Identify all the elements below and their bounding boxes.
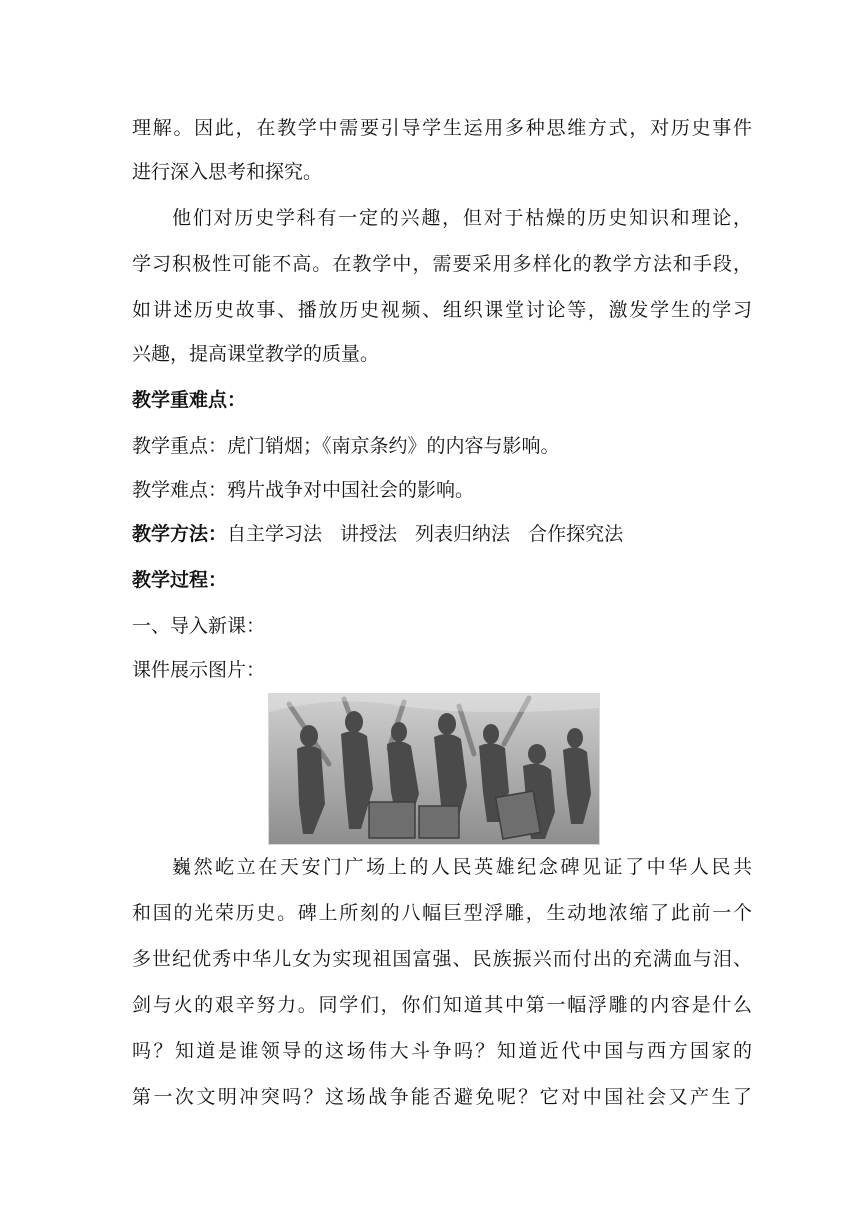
- relief-sculpture-image: [268, 693, 600, 845]
- key-point-text: 教学重点：虎门销烟；《南京条约》的内容与影响。: [132, 435, 560, 457]
- process-step-1: 一、导入新课：: [132, 615, 266, 637]
- paragraph-line: 第一次文明冲突吗？这场战争能否避免呢？它对中国社会又产生了: [132, 1086, 752, 1108]
- paragraph-line: 进行深入思考和探究。: [132, 161, 323, 183]
- method-item: 合作探究法: [528, 523, 624, 545]
- method-item: 自主学习法: [227, 523, 323, 545]
- paragraph-line: 巍然屹立在天安门广场上的人民英雄纪念碑见证了中华人民共: [172, 856, 752, 878]
- paragraph-line: 和国的光荣历史。碑上所刻的八幅巨型浮雕，生动地浓缩了此前一个: [132, 902, 752, 924]
- process-heading: 教学过程：: [132, 569, 228, 591]
- methods-heading: 教学方法：: [132, 523, 228, 545]
- paragraph-line: 学习积极性可能不高。在教学中，需要采用多样化的教学方法和手段，: [132, 253, 752, 275]
- paragraph-line: 剑与火的艰辛努力。同学们，你们知道其中第一幅浮雕的内容是什么: [132, 994, 752, 1016]
- paragraph-line: 吗？知道是谁领导的这场伟大斗争吗？知道近代中国与西方国家的: [132, 1040, 752, 1062]
- paragraph-line: 多世纪优秀中华儿女为实现祖国富强、民族振兴而付出的充满血与泪、: [132, 948, 752, 970]
- key-points-heading: 教学重难点：: [132, 389, 247, 411]
- difficult-point-text: 教学难点：鸦片战争对中国社会的影响。: [132, 479, 475, 501]
- paragraph-line: 如讲述历史故事、播放历史视频、组织课堂讨论等，激发学生的学习: [132, 299, 752, 321]
- teaching-methods: [132, 522, 752, 546]
- courseware-caption: 课件展示图片：: [132, 659, 266, 681]
- method-item: 讲授法: [340, 523, 398, 545]
- paragraph-line: 他们对历史学科有一定的兴趣，但对于枯燥的历史知识和理论，: [172, 207, 752, 229]
- method-item: 列表归纳法: [415, 523, 511, 545]
- paragraph-line: 理解。因此，在教学中需要引导学生运用多种思维方式，对历史事件: [132, 117, 752, 139]
- paragraph-line: 兴趣，提高课堂教学的质量。: [132, 343, 380, 365]
